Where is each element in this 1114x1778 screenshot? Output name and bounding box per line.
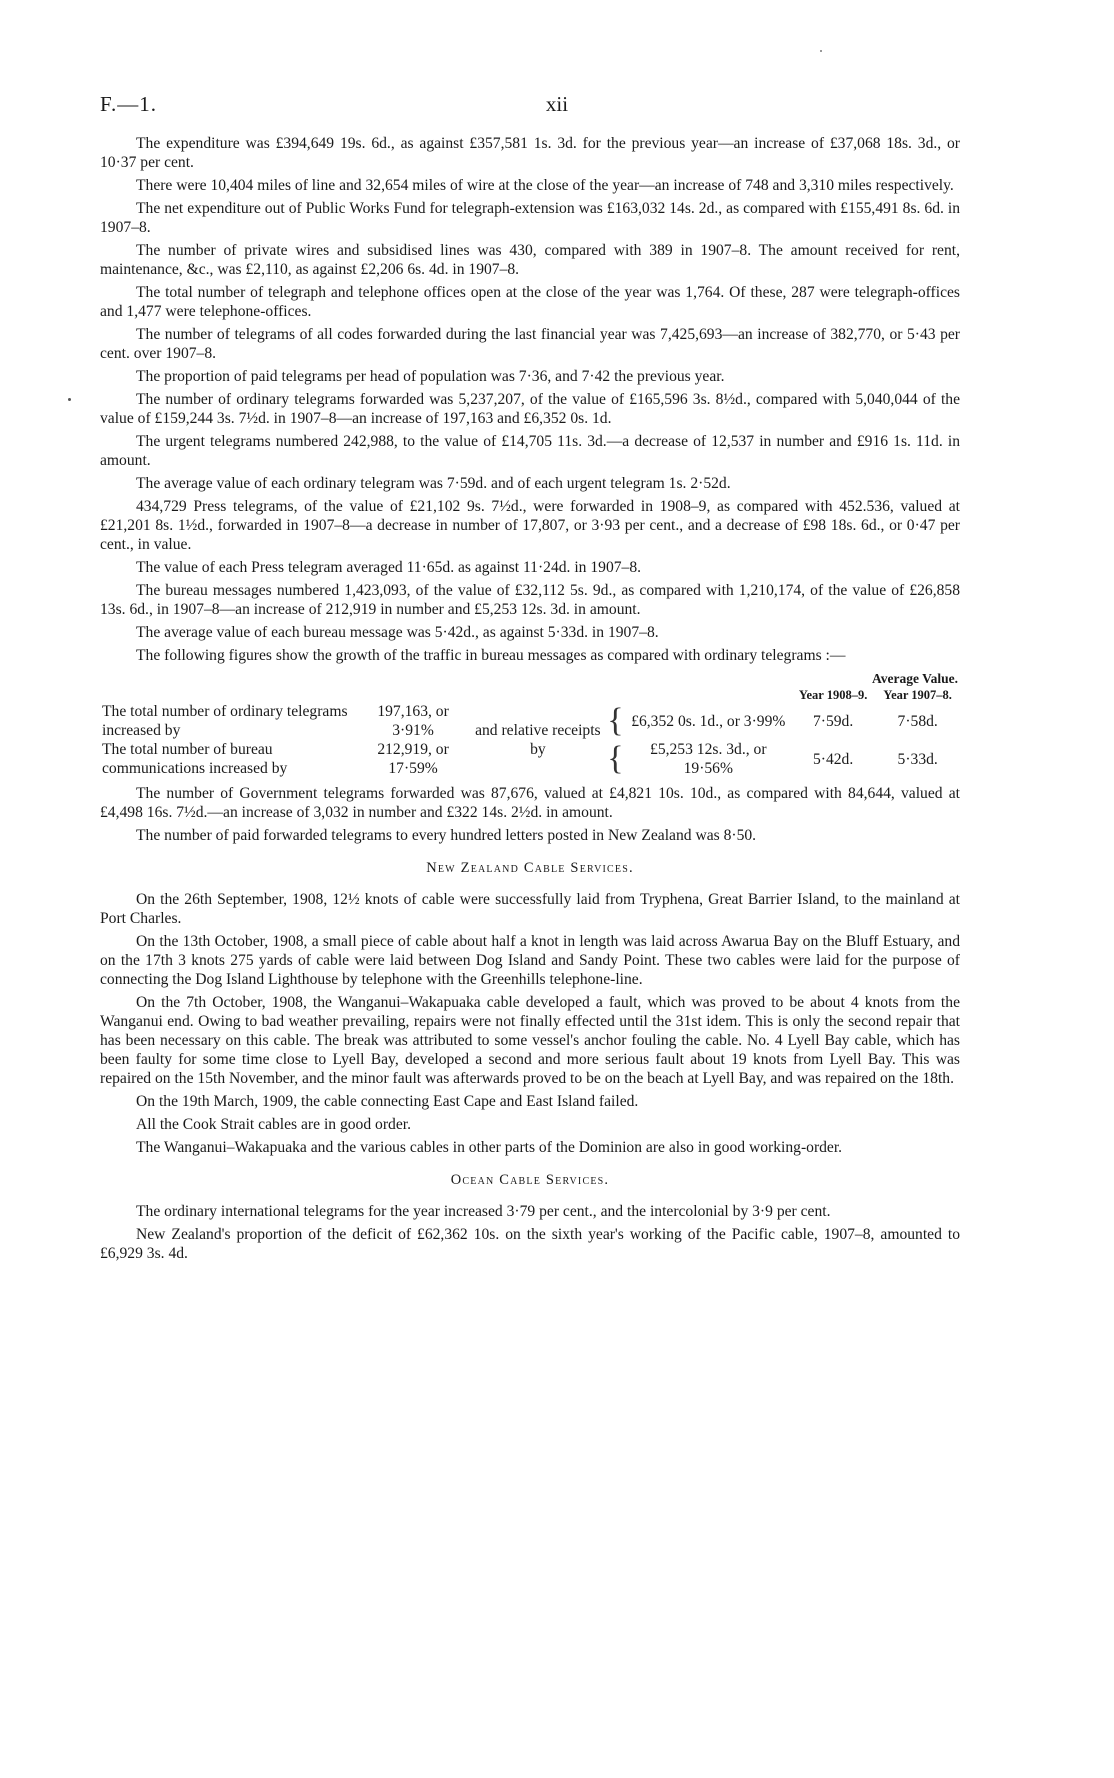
section-heading: Ocean Cable Services. bbox=[450, 1172, 610, 1188]
paragraph: The ordinary international telegrams for the year increased 3·79 per cent., and the intercolonial by 3·9 per cent. bbox=[136, 1203, 831, 1220]
paragraph: On the 19th March, 1909, the cable connecting East Cape and East Island failed. bbox=[136, 1093, 639, 1110]
paragraph: The Wanganui–Wakapuaka and the various cables in other parts of the Dominion are also in good working-order. bbox=[136, 1139, 843, 1156]
paragraph: The net expenditure out of Public Works Fund for telegraph-extension was £163,032 14s. 2d., as compared with £155,491 8s. 6d. in 1907–8. bbox=[100, 200, 960, 236]
paragraph: The number of private wires and subsidised lines was 430, compared with 389 in 1907–8. The amount received for rent, maintenance, &c., was £2,110, as against £2,206 6s. 4d. in 1907–8. bbox=[100, 242, 960, 278]
paragraph: The number of Government telegrams forwarded was 87,676, valued at £4,821 10s. 10d., as compared with 84,644, valued at £4,498 16s. 7½d.—an increase of 3,032 in number and £322 14s. 2½d. in amount. bbox=[100, 785, 960, 821]
average-cell: 5·42d. bbox=[812, 750, 854, 768]
paragraph: New Zealand's proportion of the deficit of £62,362 10s. on the sixth year's working of the Pacific cable, 1907–8, amounted to £6,929 3s. 4d. bbox=[100, 1226, 960, 1262]
row-label: The total number of bureau communications increased by bbox=[102, 741, 288, 777]
paragraph: The average value of each bureau message was 5·42d., as against 5·33d. in 1907–8. bbox=[136, 624, 659, 641]
growth-table bbox=[100, 669, 960, 778]
paragraph: The number of paid forwarded telegrams to every hundred letters posted in New Zealand was 8·50. bbox=[136, 827, 757, 844]
section-heading: New Zealand Cable Services. bbox=[426, 860, 634, 876]
paragraph: The following figures show the growth of the traffic in bureau messages as compared with ordinary telegrams :— bbox=[136, 647, 846, 664]
amount-cell: £6,352 0s. 1d., or 3·99% bbox=[631, 712, 786, 730]
paragraph: On the 13th October, 1908, a small piece of cable about half a knot in length was laid across Awarua Bay on the Bluff Estuary, and on the 17th 3 knots 275 yards of cable were laid between Dog Island and Sandy Point. These two cables were laid for the purpose of connecting the Dog Island Lighthouse by telephone with the Greenhills telephone-line. bbox=[100, 933, 960, 988]
column-header: Year 1907–8. bbox=[883, 688, 952, 702]
paragraph: The number of ordinary telegrams forwarded was 5,237,207, of the value of £165,596 3s. 8½d., compared with 5,040,044 of the value of £159,244 3s. 7½d. in 1907–8—an increase of 197,163 and £6,352 0s. 1d. bbox=[100, 391, 960, 427]
scan-speck bbox=[68, 398, 71, 401]
paragraph: The proportion of paid telegrams per head of population was 7·36, and 7·42 the previous year. bbox=[136, 368, 725, 385]
brace-left: { bbox=[607, 740, 624, 777]
count-cell: 197,163, or 3·91% bbox=[377, 703, 449, 739]
scan-speck bbox=[820, 50, 822, 52]
paragraph: On the 26th September, 1908, 12½ knots of cable were successfully laid from Tryphena, Great Barrier Island, to the mainland at Port Charles. bbox=[100, 891, 960, 927]
brace-left: { bbox=[607, 702, 624, 739]
relative-receipts-label: and relative receipts by bbox=[475, 722, 601, 758]
amount-cell: £5,253 12s. 3d., or 19·56% bbox=[650, 741, 767, 777]
paragraph: The total number of telegraph and telephone offices open at the close of the year was 1,764. Of these, 287 were telegraph-offices and 1,477 were telephone-offices. bbox=[100, 284, 960, 320]
paragraph: The number of telegrams of all codes forwarded during the last financial year was 7,425,693—an increase of 382,770, or 5·43 per cent. over 1907–8. bbox=[100, 326, 960, 362]
page-header bbox=[100, 92, 1014, 122]
average-cell: 5·33d. bbox=[897, 750, 938, 768]
paragraph: 434,729 Press telegrams, of the value of £21,102 9s. 7½d., were forwarded in 1908–9, as compared with 452.536, valued at £21,201 8s. 1½d., forwarded in 1907–8—a decrease in number of 17,807, or 3·93 per cent., and a decrease of £98 18s. 6d., or 0·47 per cent., in value. bbox=[100, 498, 960, 553]
document-body bbox=[100, 134, 960, 1267]
paragraph: The value of each Press telegram averaged 11·65d. as against 11·24d. in 1907–8. bbox=[136, 559, 642, 576]
paragraph: The bureau messages numbered 1,423,093, of the value of £32,112 5s. 9d., as compared with 1,210,174, of the value of £26,858 13s. 6d., in 1907–8—an increase of 212,919 in number and £5,253 12s. 3d. in amount. bbox=[100, 582, 960, 618]
paragraph: The expenditure was £394,649 19s. 6d., as against £357,581 1s. 3d. for the previous year—an increase of £37,068 18s. 3d., or 10·37 per cent. bbox=[100, 135, 960, 171]
row-label: The total number of ordinary telegrams increased by bbox=[102, 703, 348, 739]
report-reference: F.—1. bbox=[100, 92, 157, 116]
page-number: xii bbox=[545, 92, 569, 116]
column-header: Year 1908–9. bbox=[798, 688, 868, 702]
paragraph: All the Cook Strait cables are in good order. bbox=[136, 1116, 411, 1133]
paragraph: There were 10,404 miles of line and 32,654 miles of wire at the close of the year—an increase of 748 and 3,310 miles respectively. bbox=[136, 177, 954, 194]
table-row bbox=[100, 702, 960, 740]
paragraph: On the 7th October, 1908, the Wanganui–Wakapuaka cable developed a fault, which was proved to be about 4 knots from the Wanganui end. Owing to bad weather prevailing, repairs were not finally effected until the 31st idem. This is only the second repair that has been necessary on this cable. The break was attributed to some vessel's anchor fouling the cable. No. 4 Lyell Bay cable, which has been faulty for some time close to Lyell Bay, developed a second and more serious fault about 19 knots from Lyell Bay. This was repaired on the 15th November, and the minor fault was afterwards proved to be on the beach at Lyell Bay, and was repaired on the 18th. bbox=[100, 994, 960, 1087]
average-value-heading: Average Value. bbox=[872, 671, 958, 686]
paragraph: The urgent telegrams numbered 242,988, to the value of £14,705 11s. 3d.—a decrease of 12,537 in number and £916 1s. 11d. in amount. bbox=[100, 433, 960, 469]
count-cell: 212,919, or 17·59% bbox=[377, 741, 449, 777]
paragraph: The average value of each ordinary telegram was 7·59d. and of each urgent telegram 1s. 2·52d. bbox=[136, 475, 731, 492]
average-cell: 7·59d. bbox=[812, 712, 854, 730]
average-cell: 7·58d. bbox=[897, 712, 938, 730]
